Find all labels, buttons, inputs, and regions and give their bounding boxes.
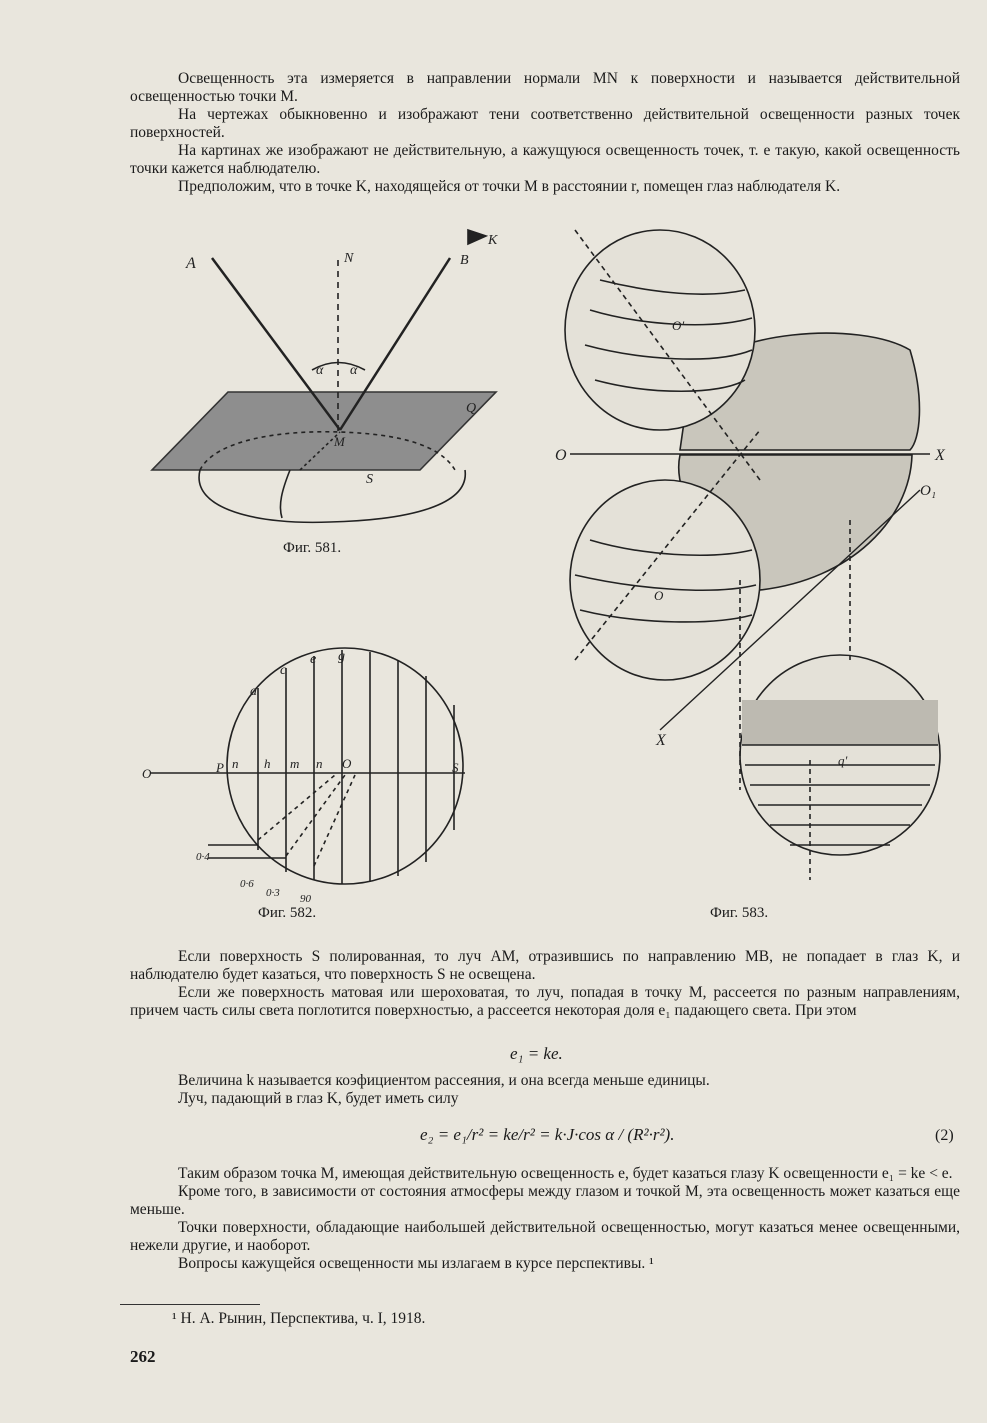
footnote-rule (120, 1304, 260, 1305)
text-block-bottom (130, 948, 960, 1020)
paragraph: Кроме того, в зависимости от состояния атмосферы между глазом и точкой M, эта освещенность может казаться еще меньше. (130, 1183, 960, 1218)
paragraph: На чертежах обыкновенно и изображают тени соответственно действительной освещенности разных точек поверхностей. (130, 106, 960, 141)
label-x2-583: X (656, 732, 666, 749)
eye-symbol (468, 230, 486, 244)
label-m-582: m (290, 756, 300, 771)
label-x-583: X (935, 447, 945, 464)
label-06: 0·6 (240, 878, 254, 890)
paragraph: Величина k называется коэфициентом рассеяния, и она всегда меньше единицы. (178, 1072, 710, 1089)
paragraph: Точки поверхности, обладающие наибольшей действительной освещенностью, могут казаться менее освещенными, нежели другие, и наоборот. (130, 1219, 960, 1254)
formula-e2: e₂ = e₁/r² = ke/r² = k·J·cos α / (R²·r²). (420, 1125, 675, 1144)
paragraph: Если поверхность S полированная, то луч AM, отразившись по направлению MB, не попадает в глаз K, и наблюдателю будет казаться, что поверхность S не освещена. (130, 948, 960, 983)
label-g-582: g (338, 649, 345, 664)
label-o1-583: O₁ (920, 483, 937, 499)
footnote: ¹ Н. А. Рынин, Перспектива, ч. I, 1918. (172, 1310, 426, 1327)
fig582-drawing (150, 648, 465, 884)
equation-number: (2) (935, 1127, 954, 1144)
fig583-drawing (565, 230, 940, 880)
label-alpha-right: α (350, 363, 358, 378)
label-m: M (334, 434, 345, 449)
caption-581: Фиг. 581. (283, 540, 342, 556)
label-h-582: h (264, 756, 271, 771)
label-s-582: S (452, 760, 459, 775)
paragraph: Луч, падающий в глаз K, будет иметь силу (178, 1090, 459, 1107)
label-o-583: O (555, 447, 567, 464)
paragraph: Вопросы кажущейся освещенности мы излагаем в курсе перспективы. ¹ (178, 1255, 654, 1272)
label-o-left-582: O (142, 766, 152, 781)
text-block-end (130, 1165, 960, 1273)
page-number: 262 (130, 1347, 156, 1366)
paragraph: Предположим, что в точке K, находящейся от точки M в расстоянии r, помещен глаз наблюдателя K. (178, 178, 841, 195)
label-s: S (366, 472, 373, 487)
label-o0-583: O (654, 588, 664, 603)
label-a: A (186, 255, 196, 272)
label-n2-582: n (316, 756, 323, 771)
label-b: B (460, 253, 469, 268)
label-alpha-left: α (316, 363, 324, 378)
caption-583: Фиг. 583. (710, 905, 769, 921)
label-n1-582: n (232, 756, 239, 771)
paragraph: Таким образом точка M, имеющая действительную освещенность e, будет казаться глазу K освещенности e₁ = ke < e. (178, 1165, 953, 1182)
label-90: 90 (300, 893, 311, 905)
plane-q (152, 392, 496, 470)
label-p-582: P (216, 760, 224, 775)
label-n: N (344, 251, 354, 266)
text-block-mid (130, 1072, 960, 1108)
label-03: 0·3 (266, 887, 280, 899)
label-04: 0·4 (196, 851, 210, 863)
surface-line (280, 470, 290, 518)
label-c-582: c (280, 663, 287, 678)
label-e-582: e (310, 652, 317, 667)
upper-sphere (565, 230, 755, 430)
paragraph: Если же поверхность матовая или шероховатая, то луч, попадая в точку M, рассеется по разным направлениям, причем часть силы света поглотится поверхностью, а рассеется некоторая доля e₁ падающего света. При этом (130, 984, 960, 1019)
label-a-582: a (250, 684, 257, 699)
label-o1-small: O' (672, 318, 685, 333)
paragraph: На картинах же изображают не действительную, а кажущуюся освещенность точек, т. е такую, какой освещенность точки кажется наблюдателю. (130, 142, 960, 177)
label-k: K (488, 233, 498, 248)
label-q-583: q' (838, 753, 848, 768)
surface-s (199, 470, 465, 522)
fig581-drawing (152, 230, 496, 522)
paragraph: Освещенность эта измеряется в направлении нормали MN к поверхности и называется действительной освещенностью точки M. (130, 70, 960, 105)
formula-e1: e₁ = ke. (510, 1044, 563, 1063)
label-o-582: O (342, 756, 352, 771)
caption-582: Фиг. 582. (258, 905, 317, 921)
label-q: Q (466, 401, 477, 416)
